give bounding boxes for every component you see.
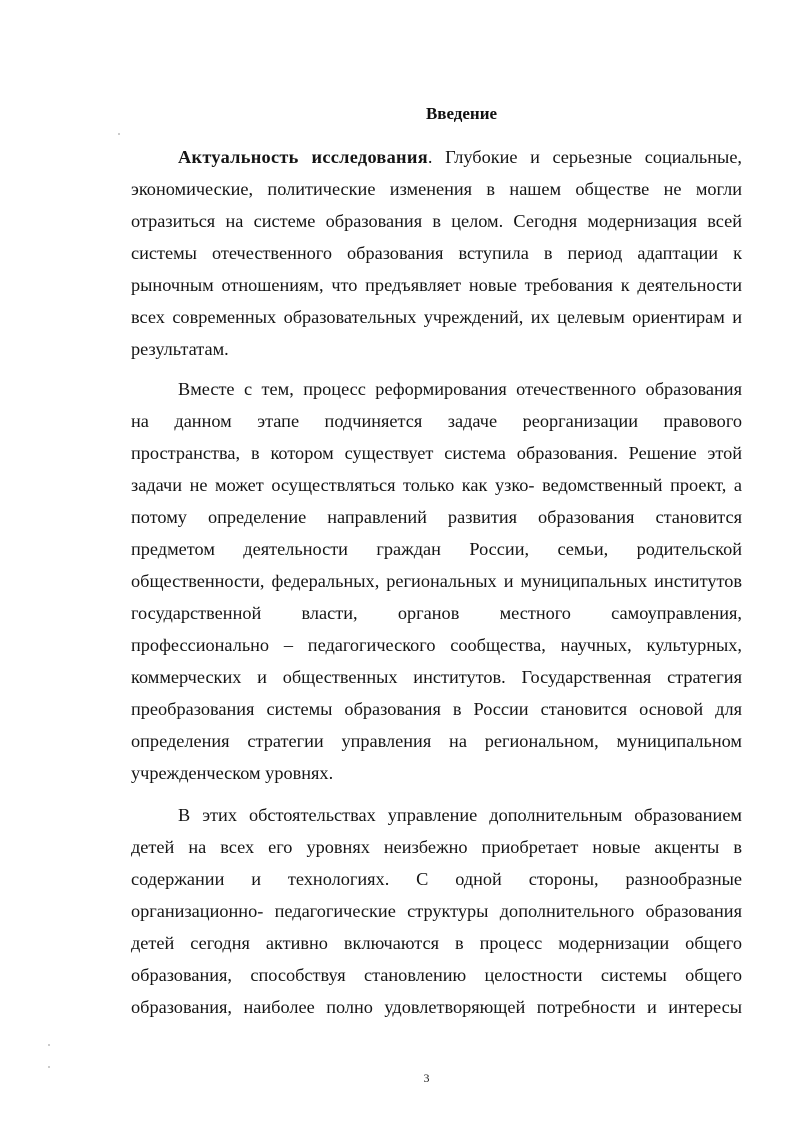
text-line: образования, наиболее полно удовлетворяющей потребности и интересы [131, 997, 742, 1017]
text-line: Актуальность исследования. Глубокие и серьезные социальные, [178, 147, 743, 167]
text-line: всех современных образовательных учреждений, их целевым ориентирам и [131, 307, 742, 327]
text-line: коммерческих и общественных институтов. Государственная стратегия [131, 667, 742, 687]
text-line: системы отечественного образования вступила в период адаптации к [131, 243, 742, 263]
paragraph-3 [131, 799, 742, 1023]
text-line: определения стратегии управления на региональном, муниципальном [131, 731, 742, 751]
text-line: детей сегодня активно включаются в процесс модернизации общего [131, 933, 742, 953]
text-line: отразиться на системе образования в целом. Сегодня модернизация всей [131, 211, 742, 231]
text-line: задачи не может осуществляться только как узко- ведомственный проект, а [131, 475, 742, 495]
text-line: содержании и технологиях. С одной стороны, разнообразные [131, 869, 742, 889]
bold-lead-phrase: Актуальность исследования [178, 147, 428, 167]
paragraph-1 [131, 141, 742, 365]
text-line: учрежденческом уровнях. [131, 763, 334, 783]
text-line: экономические, политические изменения в нашем обществе не могли [131, 179, 742, 199]
paragraph-2 [131, 373, 742, 789]
page-number: 3 [423, 1071, 430, 1085]
text-line: государственной власти, органов местного самоуправления, [131, 603, 742, 623]
text-line: предметом деятельности граждан России, семьи, родительской [131, 539, 742, 559]
text-line: образования, способствуя становлению целостности системы общего [131, 965, 742, 985]
scan-speck [48, 1044, 50, 1046]
scan-speck [48, 1066, 50, 1068]
text-line: на данном этапе подчиняется задаче реорганизации правового [131, 411, 742, 431]
text-line: детей на всех его уровнях неизбежно приобретает новые акценты в [131, 837, 742, 857]
scan-speck [118, 133, 120, 135]
text-line: организационно- педагогические структуры дополнительного образования [131, 901, 742, 921]
text-line: профессионально – педагогического сообщества, научных, культурных, [131, 635, 742, 655]
text-line: результатам. [131, 339, 229, 359]
text-line: В этих обстоятельствах управление дополнительным образованием [178, 805, 742, 825]
text-line: общественности, федеральных, региональных и муниципальных институтов [131, 571, 742, 591]
text-line: пространства, в котором существует система образования. Решение этой [131, 443, 742, 463]
section-title: Введение [425, 104, 498, 123]
text-line: рыночным отношениям, что предъявляет новые требования к деятельности [131, 275, 742, 295]
text-line: Вместе с тем, процесс реформирования отечественного образования [178, 379, 742, 399]
text-line: преобразования системы образования в России становится основой для [131, 699, 742, 719]
text-line: потому определение направлений развития образования становится [131, 507, 742, 527]
